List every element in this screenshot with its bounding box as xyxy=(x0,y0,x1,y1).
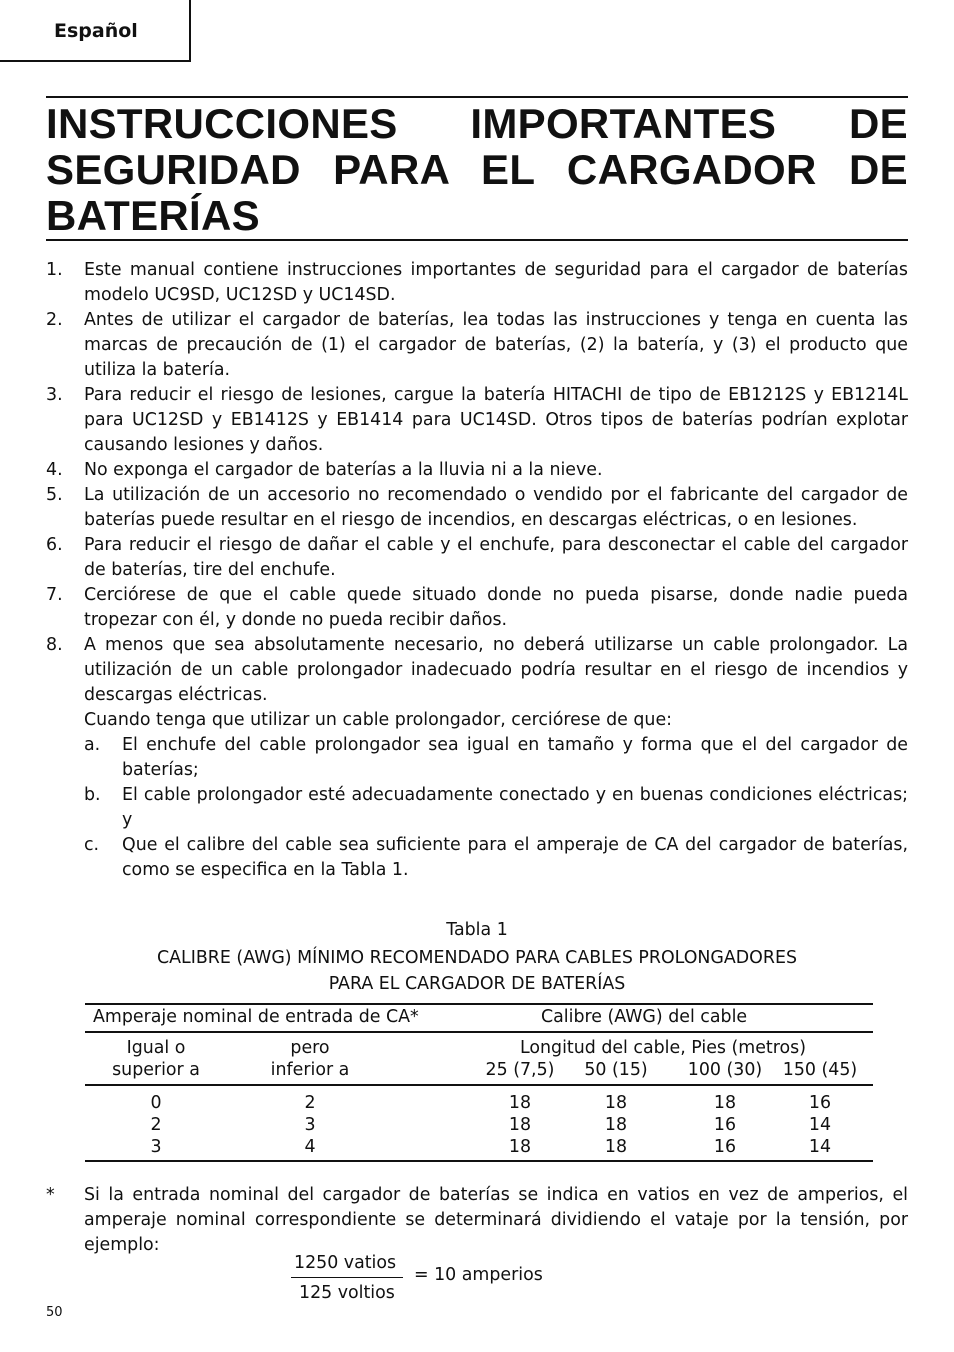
language-label: Español xyxy=(54,20,138,42)
sub-list-item xyxy=(46,833,908,883)
length-col-4: 150 (45) xyxy=(782,1060,858,1080)
item-number: 5. xyxy=(46,485,63,505)
item-text: Este manual contiene instrucciones importantes de seguridad para el cargador de baterías modelo UC9SD, UC12SD y UC14SD. xyxy=(84,260,908,305)
item-text: Cerciórese de que el cable quede situado donde no pueda pisarse, donde nadie pueda tropezar con él, y donde no pueda recibir daños. xyxy=(84,585,908,630)
cell-gauge: 16 xyxy=(808,1093,832,1113)
cell-from: 0 xyxy=(150,1093,162,1113)
cell-from: 2 xyxy=(150,1115,162,1135)
list-item xyxy=(46,383,908,458)
language-tab xyxy=(0,0,191,62)
sub-list-item xyxy=(46,733,908,783)
fraction-numerator: 1250 vatios xyxy=(294,1253,397,1273)
cell-gauge: 18 xyxy=(604,1093,628,1113)
table-top-rule xyxy=(85,1003,873,1005)
list-item xyxy=(46,308,908,383)
item-number: 8. xyxy=(46,635,63,655)
cell-gauge: 14 xyxy=(808,1137,832,1157)
cell-gauge: 18 xyxy=(508,1115,532,1135)
item-text: No exponga el cargador de baterías a la lluvia ni a la nieve. xyxy=(84,460,603,480)
sub-item-text: Que el calibre del cable sea suficiente para el amperaje de CA del cargador de baterías, como se especifica en la Tabla 1. xyxy=(122,835,908,880)
length-col-3: 100 (30) xyxy=(687,1060,763,1080)
item-number: 2. xyxy=(46,310,63,330)
cell-to: 3 xyxy=(304,1115,316,1135)
sub-item-letter: c. xyxy=(84,835,100,855)
list-item xyxy=(46,258,908,308)
page-number: 50 xyxy=(46,1305,63,1320)
page-title: INSTRUCCIONES IMPORTANTES DE SEGURIDAD PARA EL CARGADOR DE BATERÍAS xyxy=(46,100,908,239)
item-text: La utilización de un accesorio no recomendado o vendido por el fabricante del cargador de baterías puede resultar en el riesgo de incendios, en descargas eléctricas, o en lesiones. xyxy=(84,485,908,530)
item-number: 1. xyxy=(46,260,63,280)
footnote-mark: * xyxy=(46,1185,55,1205)
cell-from: 3 xyxy=(150,1137,162,1157)
list-item xyxy=(46,483,908,533)
item-number: 4. xyxy=(46,460,63,480)
col2-header-l2: inferior a xyxy=(270,1060,350,1080)
cell-gauge: 18 xyxy=(604,1137,628,1157)
item-text: A menos que sea absolutamente necesario, no deberá utilizarse un cable prolongador. La utilización de un cable prolongador inadecuado podría resultar en el riesgo de incendios y descargas eléctricas. xyxy=(84,635,908,705)
table-caption-line1: CALIBRE (AWG) MÍNIMO RECOMENDADO PARA CABLES PROLONGADORES xyxy=(157,948,797,968)
item-number: 7. xyxy=(46,585,63,605)
col1-header-l1: Igual o xyxy=(126,1038,186,1058)
footnote xyxy=(46,1183,908,1258)
item-text: Para reducir el riesgo de dañar el cable y el enchufe, para desconectar el cable del cargador de baterías, tire del enchufe. xyxy=(84,535,908,580)
length-col-2: 50 (15) xyxy=(584,1060,648,1080)
list-item xyxy=(46,583,908,633)
item-number: 6. xyxy=(46,535,63,555)
cell-gauge: 16 xyxy=(713,1137,737,1157)
table-subheader-rule xyxy=(85,1084,873,1086)
title-bottom-rule xyxy=(46,239,908,241)
length-col-1: 25 (7,5) xyxy=(485,1060,555,1080)
item-number: 3. xyxy=(46,385,63,405)
fraction-result: = 10 amperios xyxy=(414,1265,543,1285)
title-top-rule xyxy=(46,96,908,98)
cell-to: 2 xyxy=(304,1093,316,1113)
col1-header-l2: superior a xyxy=(112,1060,200,1080)
cell-gauge: 18 xyxy=(508,1137,532,1157)
item-text: Para reducir el riesgo de lesiones, cargue la batería HITACHI de tipo de EB1212S y EB1214L para UC12SD y EB1412S y EB1414 para UC14SD. Otros tipos de baterías podrían explotar causando lesiones y daños. xyxy=(84,385,908,455)
table-bottom-rule xyxy=(85,1160,873,1162)
col2-header-l1: pero xyxy=(290,1038,330,1058)
cell-gauge: 18 xyxy=(508,1093,532,1113)
footnote-text: Si la entrada nominal del cargador de baterías se indica en vatios en vez de amperios, el amperaje nominal correspondiente se determinará dividiendo el vataje por la tensión, por ejemplo: xyxy=(84,1185,908,1255)
table-caption-line2: PARA EL CARGADOR DE BATERÍAS xyxy=(328,974,626,994)
table-header-right: Calibre (AWG) del cable xyxy=(541,1007,748,1027)
table-header-rule xyxy=(85,1031,873,1033)
cell-gauge: 18 xyxy=(604,1115,628,1135)
sub-item-text: El cable prolongador esté adecuadamente conectado y en buenas condiciones eléctricas; y xyxy=(122,785,908,830)
list-item xyxy=(46,458,908,483)
list-item xyxy=(46,533,908,583)
instruction-list xyxy=(46,258,908,883)
cell-gauge: 14 xyxy=(808,1115,832,1135)
table-label: Tabla 1 xyxy=(446,920,508,940)
list-item xyxy=(46,633,908,708)
fraction-bar xyxy=(291,1277,403,1278)
length-header: Longitud del cable, Pies (metros) xyxy=(520,1038,806,1058)
sub-item-letter: a. xyxy=(84,735,101,755)
item-continuation: Cuando tenga que utilizar un cable prolongador, cerciórese de que: xyxy=(84,710,673,730)
sub-list-item xyxy=(46,783,908,833)
item-text: Antes de utilizar el cargador de baterías, lea todas las instrucciones y tenga en cuenta las marcas de precaución de (1) el cargador de baterías, (2) la batería, y (3) el producto que utiliza la batería. xyxy=(84,310,908,380)
cell-to: 4 xyxy=(304,1137,316,1157)
cell-gauge: 16 xyxy=(713,1115,737,1135)
sub-item-letter: b. xyxy=(84,785,101,805)
sub-item-text: El enchufe del cable prolongador sea igual en tamaño y forma que el del cargador de baterías; xyxy=(122,735,908,780)
table-header-left: Amperaje nominal de entrada de CA* xyxy=(93,1007,419,1027)
fraction-denominator: 125 voltios xyxy=(299,1283,395,1303)
cell-gauge: 18 xyxy=(713,1093,737,1113)
